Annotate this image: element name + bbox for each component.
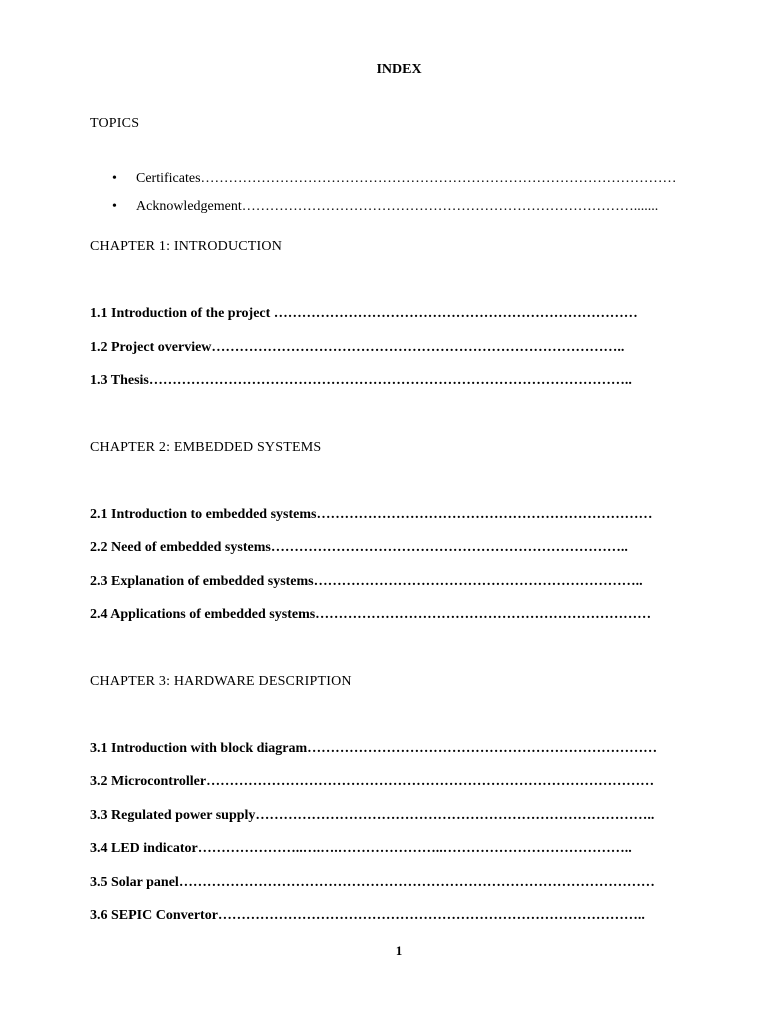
toc-entry-2-4: 2.4 Applications of embedded systems……………………………………………………………… (90, 607, 652, 622)
toc-entry-2-1: 2.1 Introduction to embedded systems……………………………………………………………… (90, 507, 653, 522)
toc-entry-acknowledgement: Acknowledgement…………………………………………………………………………....... (136, 199, 659, 214)
bullet-dot: • (112, 171, 117, 186)
toc-entry-3-3: 3.3 Regulated power supply………………………………………………………………………….. (90, 808, 655, 823)
toc-entry-2-2: 2.2 Need of embedded systems………………………………………………………………….. (90, 540, 628, 555)
toc-entry-1-3: 1.3 Thesis………………………………………………………………………………………….. (90, 373, 632, 388)
page-title: INDEX (376, 62, 422, 77)
page-number: 1 (395, 943, 403, 958)
toc-entry-2-3: 2.3 Explanation of embedded systems…………………………………………………………….. (90, 574, 643, 589)
toc-entry-1-1: 1.1 Introduction of the project …………………………………………………………………… (90, 306, 638, 321)
chapter-3-heading: CHAPTER 3: HARDWARE DESCRIPTION (90, 674, 352, 689)
toc-entry-3-5: 3.5 Solar panel………………………………………………………………………………………… (90, 875, 655, 890)
chapter-2-heading: CHAPTER 2: EMBEDDED SYSTEMS (90, 440, 322, 455)
toc-entry-3-1: 3.1 Introduction with block diagram………………………………………………………………… (90, 741, 658, 756)
toc-entry-3-4: 3.4 LED indicator…………………..….….…………………..………………………………….. (90, 841, 632, 856)
toc-entry-1-2: 1.2 Project overview…………………………………………………………………………….. (90, 340, 625, 355)
toc-entry-3-2: 3.2 Microcontroller…………………………………………………………………………………… (90, 774, 655, 789)
toc-entry-certificates: Certificates………………………………………………………………………………………… (136, 171, 677, 186)
topics-heading: TOPICS (90, 116, 140, 131)
bullet-dot: • (112, 199, 117, 214)
toc-entry-3-6: 3.6 SEPIC Convertor……………………………………………………………………………….. (90, 908, 645, 923)
chapter-1-heading: CHAPTER 1: INTRODUCTION (90, 239, 283, 254)
